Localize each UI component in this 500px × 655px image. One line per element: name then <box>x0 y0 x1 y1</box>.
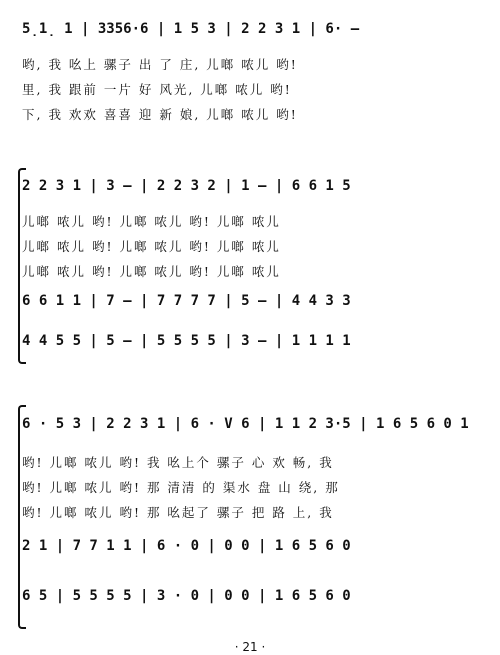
harmony-line-2: 6 6 1 1 | 7 — | 7 7 7 7 | 5 — | 4 4 3 3 <box>22 293 351 309</box>
harmony-line-3: 4 4 5 5 | 5 — | 5 5 5 5 | 3 — | 1 1 1 1 <box>22 333 351 349</box>
melody-line: 5̣1̣ 1 | 3356·6 | 1 5 3 | 2 2 3 1 | 6· — <box>22 21 360 37</box>
lyric-verse-2: 里, 我 跟前 一片 好 风光, 儿啷 哝儿 哟! <box>22 82 292 97</box>
harmony-line-2: 2 1 | 7 7 1 1 | 6 · 0 | 0 0 | 1 6 5 6 0 <box>22 538 351 554</box>
lyric-verse-1: 哟! 儿啷 哝儿 哟! 我 吆上个 骡子 心 欢 畅, 我 <box>22 455 334 470</box>
melody-line: 6 · 5 3 | 2 2 3 1 | 6 · V 6 | 1 1 2 3·5 | 1 6 5 6 0 1 <box>22 416 469 432</box>
lyric-verse-2: 哟! 儿啷 哝儿 哟! 那 清清 的 渠水 盘 山 绕, 那 <box>22 480 340 495</box>
lyric-verse-1: 儿啷 哝儿 哟! 儿啷 哝儿 哟! 儿啷 哝儿 <box>22 214 281 229</box>
lyric-verse-3: 哟! 儿啷 哝儿 哟! 那 吆起了 骡子 把 路 上, 我 <box>22 505 334 520</box>
lyric-verse-1: 哟, 我 吆上 骡子 出 了 庄, 儿啷 哝儿 哟! <box>22 57 298 72</box>
lyric-verse-2: 儿啷 哝儿 哟! 儿啷 哝儿 哟! 儿啷 哝儿 <box>22 239 281 254</box>
page-number: · 21 · <box>234 640 266 654</box>
lyric-verse-3: 儿啷 哝儿 哟! 儿啷 哝儿 哟! 儿啷 哝儿 <box>22 264 281 279</box>
lyric-verse-3: 下, 我 欢欢 喜喜 迎 新 娘, 儿啷 哝儿 哟! <box>22 107 298 122</box>
melody-line: 2 2 3 1 | 3 — | 2 2 3 2 | 1 — | 6 6 1 5 <box>22 178 351 194</box>
harmony-line-3: 6 5 | 5 5 5 5 | 3 · 0 | 0 0 | 1 6 5 6 0 <box>22 588 351 604</box>
